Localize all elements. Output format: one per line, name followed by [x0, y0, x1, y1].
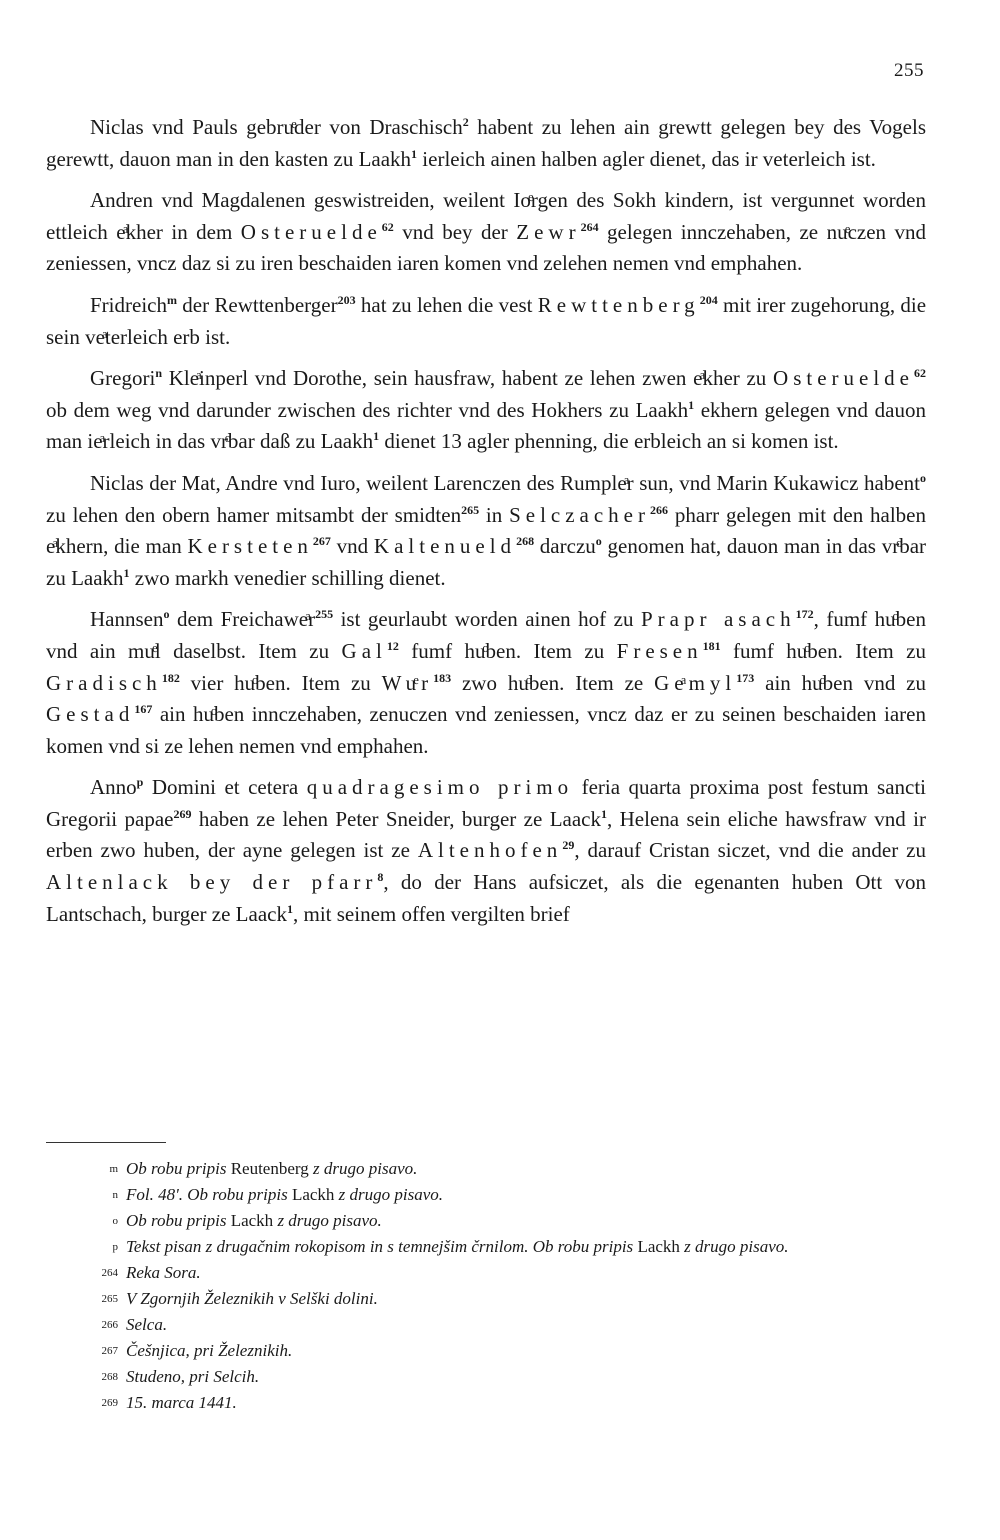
text-run: Fridreich	[90, 292, 167, 317]
text-run: Hannsen	[90, 607, 164, 632]
footnote-ref: 167	[134, 702, 153, 717]
footnote-ref: 1	[373, 429, 380, 444]
footnote-upright-word: Lackh	[291, 1185, 335, 1204]
paragraph	[46, 290, 926, 353]
footnote-text-run: z drugo pisavo.	[308, 1159, 418, 1178]
footnote-text-run: Tekst pisan z drugačnim rokopisom in s temnejšim črnilom. Ob robu pripis	[126, 1237, 638, 1256]
footnote-mark: 267	[101, 1345, 118, 1357]
footnote-text	[126, 1182, 926, 1208]
place-name: Osteruelde	[240, 219, 382, 244]
place-name: Fresen	[616, 638, 703, 663]
footnote-ref: 181	[702, 638, 721, 653]
footnote-mark: p	[112, 1241, 118, 1253]
footnote-ref: 8	[377, 870, 384, 885]
footnote-text	[126, 1390, 926, 1416]
text-run: vier huͦben. Item zu	[179, 670, 382, 695]
text-run: fumf huͦben. Item zu	[720, 638, 926, 663]
footnote-ref: 255	[315, 607, 334, 622]
footnote-item	[46, 1390, 926, 1416]
footnote-text	[126, 1156, 926, 1182]
footnote-ref: 29	[562, 838, 575, 853]
footnote-text	[126, 1260, 926, 1286]
text-run: Niclas vnd Pauls gebruͤder von Draschisch	[90, 115, 463, 139]
footnote-text-run: z drugo pisavo.	[334, 1185, 444, 1204]
text-run: zu lehen den obern hamer mitsambt der smidten	[46, 502, 462, 527]
text-run: ekhern gelegen vnd dauon man ieͣrleich in das vrͦbar daß zu Laakh	[46, 397, 926, 454]
text-run: Niclas der Mat, Andre vnd Iuro, weilent Larenczen des Rumpleͣr sun, vnd Marin Kukawicz habent	[90, 470, 920, 495]
footnote-item	[46, 1182, 926, 1208]
footnote-ref: 1	[123, 565, 130, 580]
page-number: 255	[894, 60, 924, 81]
footnote-ref: o	[920, 470, 926, 485]
text-run: mit irer zugehorung, die sein veͣterleich erb ist.	[46, 292, 927, 349]
footnote-ref: 266	[650, 502, 668, 517]
text-run: in	[479, 502, 510, 527]
text-run: gelegen innczehaben, ze nuͤczen vnd zeniessen, vncz daz si zu iren beschaiden iaren komen vnd zelehen nemen vnd emphahen.	[46, 219, 926, 276]
footnote-text-run: V Zgornjih Železnikih v Selški dolini.	[126, 1289, 378, 1308]
footnote-ref: 1	[411, 146, 418, 161]
place-name: Altenhofen	[417, 838, 563, 863]
footnote-text-run: Fol. 48'. Ob robu pripis	[126, 1185, 292, 1204]
footnote-ref: n	[155, 366, 162, 381]
footnote-ref: 1	[688, 397, 695, 412]
text-run: ain huͦben vnd zu	[754, 670, 926, 695]
text-run: haben ze lehen Peter Sneider, burger ze Laack	[191, 806, 601, 831]
footnote-ref: 172	[795, 607, 814, 622]
footnote-upright-word: Lackh	[637, 1237, 680, 1256]
footnote-ref: p	[136, 775, 144, 790]
footnote-ref: 183	[433, 670, 452, 685]
place-name: Kersteten	[187, 534, 313, 559]
footnote-item	[46, 1338, 926, 1364]
footnote-upright-word: Lackh	[230, 1211, 274, 1230]
paragraph	[46, 604, 926, 762]
footnote-text-run: Ob robu pripis	[126, 1159, 231, 1178]
paragraph	[46, 112, 926, 175]
place-name: Kaltenueld	[373, 534, 517, 559]
footnote-ref: o	[163, 607, 170, 622]
footnote-mark: o	[112, 1215, 118, 1227]
place-name: Zewr	[516, 219, 581, 244]
footnote-ref: 182	[161, 670, 180, 685]
footnote-text	[126, 1234, 926, 1260]
footnote-ref: 1	[600, 806, 607, 821]
place-name: Rewttenberg	[537, 292, 700, 317]
footnote-ref: 12	[386, 638, 399, 653]
footnote-item	[46, 1156, 926, 1182]
paragraph	[46, 468, 926, 594]
footnote-ref: 1	[286, 901, 293, 916]
footnotes	[46, 1156, 926, 1416]
text-run: ierleich ainen halben agler dienet, das ir veterleich ist.	[417, 146, 876, 171]
text-run: zwo huͦben. Item ze	[451, 670, 655, 695]
footnote-ref: 203	[337, 292, 356, 307]
text-run: , mit seinem offen vergilten brief	[292, 901, 570, 926]
text-run: ob dem weg vnd darunder zwischen des richter vnd des Hokhers zu Laakh	[46, 397, 689, 422]
footnote-ref: o	[595, 534, 602, 549]
footnote-ref: 267	[312, 534, 331, 549]
footnote-divider	[46, 1142, 166, 1143]
place-name: Geͣmyl	[654, 670, 737, 695]
paragraph	[46, 772, 926, 930]
footnote-ref: 173	[736, 670, 755, 685]
text-run: habent zu lehen ain grewtt gelegen bey des Vogels gerewtt, dauon man in den kasten zu Laakh	[46, 115, 926, 171]
footnote-mark: 265	[101, 1293, 118, 1305]
footnote-text-run: Ob robu pripis	[126, 1211, 231, 1230]
text-run: pharr gelegen mit den halben eͣkhern, die man	[46, 502, 926, 559]
footnote-item	[46, 1286, 926, 1312]
footnote-item	[46, 1312, 926, 1338]
footnote-text-run: z drugo pisavo.	[679, 1237, 789, 1256]
text-run: , do der Hans aufsiczet, als die egenanten huben Ott von Lantschach, burger ze Laack	[46, 870, 926, 926]
footnote-text-run: Selca.	[126, 1315, 168, 1334]
text-run: Domini et cetera	[143, 775, 307, 800]
place-name: Selczacher	[509, 502, 650, 527]
footnote-item	[46, 1364, 926, 1390]
footnote-ref: 269	[173, 806, 192, 821]
footnote-mark: 264	[101, 1267, 118, 1279]
text-run: Kleͣinperl vnd Dorothe, sein hausfraw, habent ze lehen zwen eͣkher zu	[162, 366, 774, 391]
footnote-ref: 268	[516, 534, 535, 549]
footnote-text	[126, 1338, 926, 1364]
paragraph	[46, 363, 926, 458]
text-run: dienet 13 agler phenning, die erbleich an si komen ist.	[379, 429, 839, 454]
text-run: , Helena sein eliche hawsfraw vnd ir erben zwo huben, der ayne gelegen ist ze	[46, 806, 926, 863]
place-name: Gestad	[46, 702, 135, 727]
footnote-mark: 268	[101, 1371, 118, 1383]
footnote-text	[126, 1208, 926, 1234]
place-name: Wuͤr	[381, 670, 434, 695]
place-name: Gal	[341, 638, 387, 663]
footnote-ref: 2	[462, 115, 469, 129]
footnote-text-run: z drugo pisavo.	[273, 1211, 382, 1230]
text-run: Andren vnd Magdalenen geswistreiden, weilent Ioͤrgen des Sokh kindern, ist vergunnet worden ettleich eͣkher in dem	[46, 188, 926, 244]
place-name: Prapr asach	[640, 607, 796, 632]
footnote-ref: m	[166, 292, 177, 307]
place-name: quadragesimo primo	[306, 775, 574, 800]
footnote-item	[46, 1234, 926, 1260]
footnote-item	[46, 1260, 926, 1286]
footnote-mark: 269	[101, 1397, 118, 1409]
footnote-text	[126, 1312, 926, 1338]
footnote-item	[46, 1208, 926, 1234]
place-name: Gradisch	[46, 670, 162, 695]
text-run: fumf huͦben. Item zu	[398, 638, 617, 663]
text-run: zwo markh venedier schilling dienet.	[129, 565, 446, 590]
footnote-ref: 62	[381, 219, 394, 234]
text-run: darczu	[534, 534, 596, 559]
text-run: der Rewttenberger	[176, 292, 338, 317]
text-run: vnd bey der	[393, 219, 517, 244]
text-run: vnd	[330, 534, 374, 559]
footnote-text-run: 15. marca 1441.	[126, 1393, 237, 1412]
footnote-text	[126, 1286, 926, 1312]
place-name: Altenlack bey der pfarr	[46, 870, 378, 895]
footnote-text-run: Studeno, pri Selcih.	[126, 1367, 260, 1386]
footnote-ref: 62	[914, 366, 926, 381]
main-text	[46, 112, 926, 940]
text-run: dem Freichaweͣr	[169, 607, 316, 632]
footnote-mark: m	[109, 1163, 118, 1175]
paragraph	[46, 185, 926, 280]
text-run: ain huͦben innczehaben, zenuczen vnd zeniessen, vncz daz er zu seinen beschaiden iaren komen vnd si ze lehen nemen vnd emphahen.	[46, 702, 926, 758]
text-run: , fumf huͦben vnd ain muͤl daselbst. Item zu	[46, 607, 926, 663]
text-run: , darauf Cristan siczet, vnd die ander zu	[574, 838, 926, 863]
text-run: ist geurlaubt worden ainen hof zu	[333, 607, 641, 632]
footnote-mark: 266	[101, 1319, 118, 1331]
footnote-text-run: Reka Sora.	[126, 1263, 201, 1282]
text-run: Anno	[90, 775, 137, 800]
footnote-text	[126, 1364, 926, 1390]
footnote-ref: 204	[699, 292, 718, 307]
text-run: hat zu lehen die vest	[355, 292, 538, 317]
footnote-ref: 264	[580, 219, 599, 234]
footnote-upright-word: Reutenberg	[230, 1159, 309, 1178]
text-run: Gregori	[90, 366, 156, 391]
footnote-ref: 265	[461, 502, 480, 517]
footnote-mark: n	[112, 1189, 118, 1201]
text-run: genomen hat, dauon man in das vrͦbar zu Laakh	[46, 534, 927, 590]
text-run: feria quarta proxima post festum sancti Gregorii papae	[46, 775, 927, 831]
place-name: Osteruelde	[773, 366, 914, 391]
footnote-text-run: Češnjica, pri Železnikih.	[126, 1341, 293, 1360]
